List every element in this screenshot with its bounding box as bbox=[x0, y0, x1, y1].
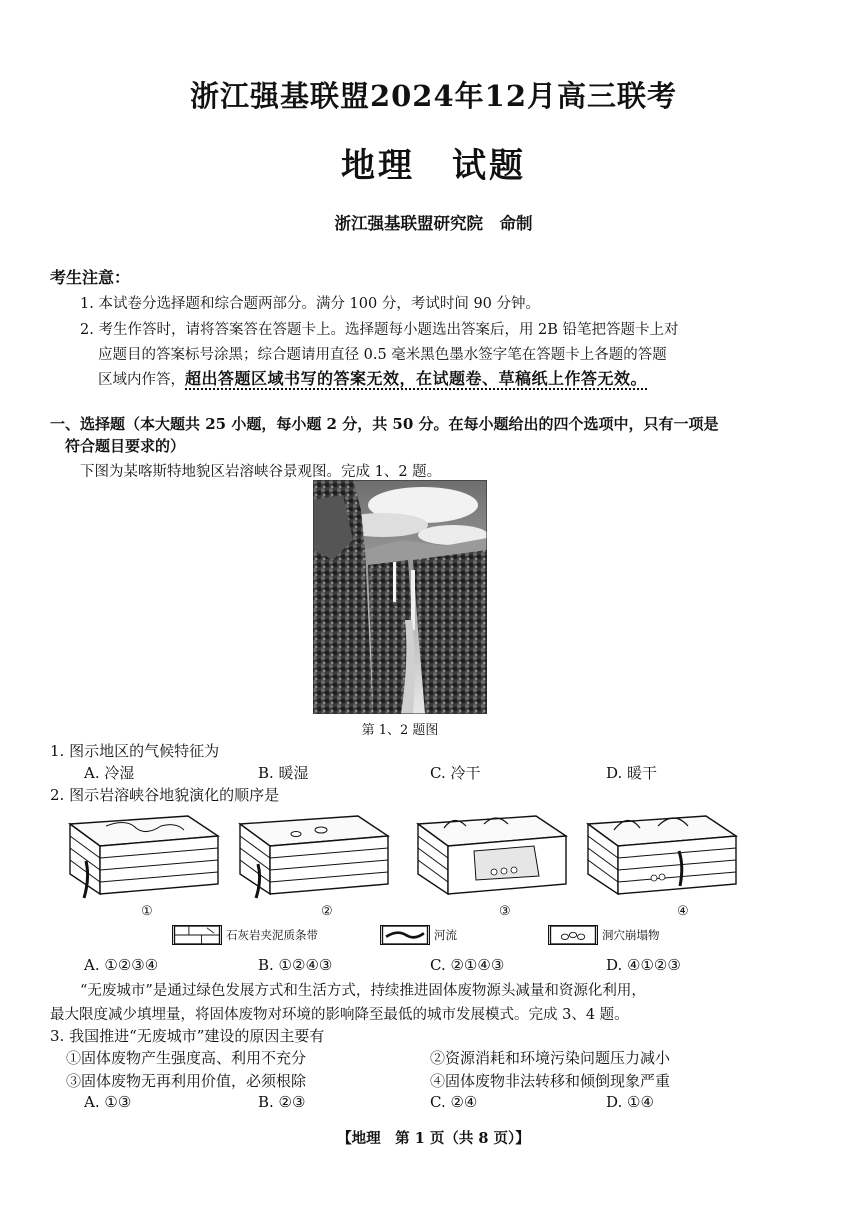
q1-option-a: A. 冷湿 bbox=[84, 764, 135, 782]
q3-statement-2: ②资源消耗和环境污染问题压力减小 bbox=[430, 1049, 671, 1067]
notice-emphasis: 超出答题区域书写的答案无效，在试题卷、草稿纸上作答无效。 bbox=[185, 369, 648, 388]
q3-statement-4: ④固体废物非法转移和倾倒现象严重 bbox=[430, 1072, 671, 1090]
landform-diagram-3 bbox=[414, 806, 570, 902]
karst-canyon-photo bbox=[313, 480, 487, 714]
q3-option-b: B. ②③ bbox=[258, 1093, 306, 1111]
notice-heading: 考生注意： bbox=[50, 268, 131, 287]
q2-option-c: C. ②①④③ bbox=[430, 956, 505, 974]
section-heading bbox=[50, 413, 810, 457]
question-2-stem: 2. 图示岩溶峡谷地貌演化的顺序是 bbox=[50, 786, 280, 804]
legend-label-limestone: 石灰岩夹泥质条带 bbox=[226, 927, 318, 942]
legend-collapse bbox=[548, 924, 660, 948]
author-line: 浙江强基联盟研究院 命制 bbox=[334, 214, 533, 233]
q3-statement-3: ③固体废物无再利用价值，必须根除 bbox=[66, 1072, 307, 1090]
notice-item-2-line-1: 2. 考生作答时，请将答案答在答题卡上。选择题每小题选出答案后，用 2B 铅笔把答题卡上对 bbox=[80, 322, 679, 338]
subject-title: 地理 试题 bbox=[341, 146, 526, 186]
q3-statement-1: ①固体废物产生强度高、利用不充分 bbox=[66, 1049, 307, 1067]
figure-intro: 下图为某喀斯特地貌区岩溶峡谷景观图。完成 1、2 题。 bbox=[80, 464, 442, 480]
landform-diagram-4 bbox=[584, 806, 740, 902]
q2-option-d: D. ④①②③ bbox=[606, 956, 681, 974]
q1-option-c: C. 冷干 bbox=[430, 764, 481, 782]
q3-option-a: A. ①③ bbox=[84, 1093, 132, 1111]
legend-limestone bbox=[172, 924, 318, 948]
q1-option-b: B. 暖湿 bbox=[258, 764, 309, 782]
question-3-stem: 3. 我国推进“无废城市”建设的原因主要有 bbox=[50, 1027, 325, 1045]
page-footer: 【地理 第 1 页（共 8 页）】 bbox=[337, 1130, 530, 1147]
section-heading-line-1: 一、选择题（本大题共 25 小题，每小题 2 分，共 50 分。在每小题给出的四个选项中，只有一项是 bbox=[50, 415, 719, 433]
collapse-debris-symbol-icon bbox=[548, 925, 598, 945]
figure-caption: 第 1、2 题图 bbox=[361, 723, 439, 738]
river-symbol-icon bbox=[380, 925, 430, 945]
notice-item-2-line-2: 应题目的答案标号涂黑；综合题请用直径 0.5 毫米黑色墨水签字笔在答题卡上各题的答题 bbox=[98, 347, 667, 363]
q3-option-c: C. ②④ bbox=[430, 1093, 478, 1111]
diagram-label-2: ② bbox=[321, 904, 333, 919]
limestone-symbol-icon bbox=[172, 925, 222, 945]
q1-option-d: D. 暖干 bbox=[606, 764, 658, 782]
exam-title: 浙江强基联盟2024年12月高三联考 bbox=[189, 79, 678, 113]
passage-line-2: 最大限度减少填埋量，将固体废物对环境的影响降至最低的城市发展模式。完成 3、4 题。 bbox=[50, 1007, 629, 1023]
q2-option-b: B. ①②④③ bbox=[258, 956, 333, 974]
diagram-label-4: ④ bbox=[677, 904, 689, 919]
diagram-label-1: ① bbox=[141, 904, 153, 919]
notice-plain-text: 区域内作答， bbox=[98, 372, 185, 388]
notice-item-1: 1. 本试卷分选择题和综合题两部分。满分 100 分，考试时间 90 分钟。 bbox=[80, 296, 541, 312]
diagram-label-3: ③ bbox=[499, 904, 511, 919]
notice-item-2-line-3 bbox=[98, 366, 647, 389]
q2-option-a: A. ①②③④ bbox=[84, 956, 159, 974]
passage-line-1: “无废城市”是通过绿色发展方式和生活方式，持续推进固体废物源头减量和资源化利用， bbox=[80, 983, 646, 999]
landform-diagram-2 bbox=[236, 806, 392, 902]
legend-label-river: 河流 bbox=[434, 927, 457, 942]
legend-label-collapse: 洞穴崩塌物 bbox=[602, 927, 660, 942]
legend-river bbox=[380, 924, 457, 948]
q3-option-d: D. ①④ bbox=[606, 1093, 654, 1111]
question-1-stem: 1. 图示地区的气候特征为 bbox=[50, 742, 220, 760]
section-heading-line-2: 符合题目要求的） bbox=[65, 437, 186, 455]
landform-diagram-1 bbox=[66, 806, 222, 902]
